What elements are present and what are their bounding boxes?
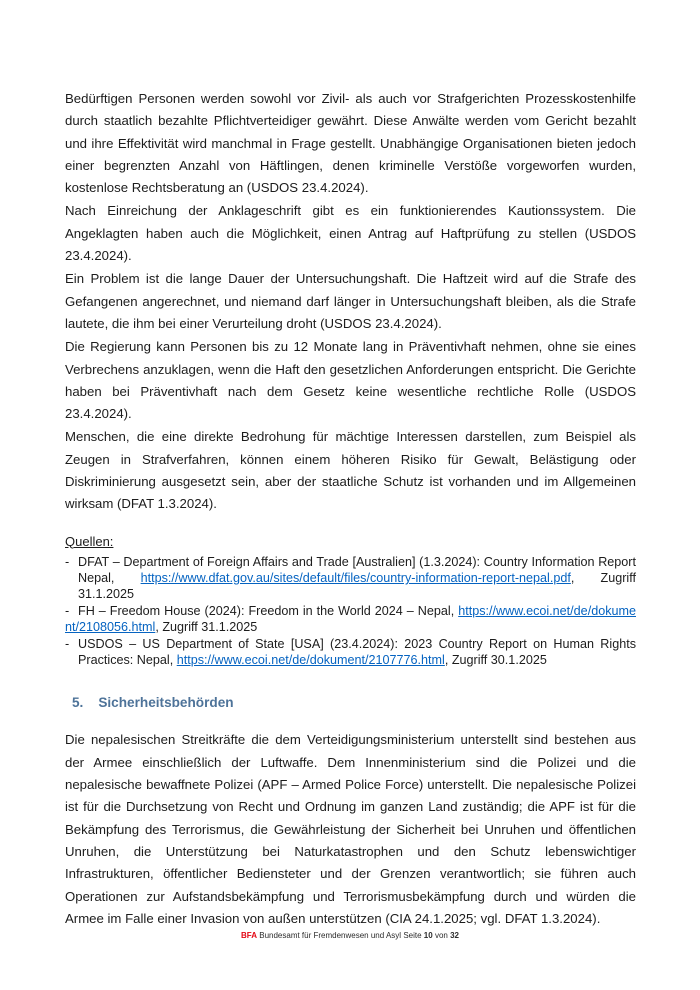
source-text: , Zugriff 31.1.2025 xyxy=(155,620,258,635)
paragraph-state-protection: Menschen, die eine direkte Bedrohung für mächtige Interessen darstellen, zum Beispiel als Zeugen in Strafverfahren, können einem höheren Risiko für Gewalt, Belästigung oder Diskriminierung ausgesetzt sein, aber der staatliche Schutz ist vorhanden und im Allgemeinen wirksam (DFAT 1.3.2024). xyxy=(65,429,636,512)
footer-page-number: 10 xyxy=(423,931,433,940)
sources-heading: Quellen: xyxy=(65,533,114,549)
source-text: , Zugriff 30.1.2025 xyxy=(444,653,547,668)
source-item-dfat xyxy=(65,554,636,603)
paragraph-legal-aid: Bedürftigen Personen werden sowohl vor Zivil- als auch vor Strafgerichten Prozesskostenhilfe durch staatlich bezahlte Pflichtverteidiger gewährt. Diese Anwälte werden vom Gericht bezahlt und ihre Effektivität wird manchmal in Frage gestellt. Unabhängige Organisationen bieten jedoch einer begrenzten Anzahl von Häftlingen, denen kriminelle Verstöße vorgeworfen wurden, kostenlose Rechtsberatung an (USDOS 23.4.2024). xyxy=(65,91,636,196)
source-item-usdos xyxy=(65,636,636,669)
footer-org-name: Bundesamt für Fremdenwesen und Asyl xyxy=(259,931,402,940)
source-item-fh xyxy=(65,603,636,636)
bullet-dash: - xyxy=(65,636,70,651)
bullet-dash: - xyxy=(65,603,70,618)
source-link-usdos[interactable]: https://www.ecoi.net/de/dokument/2107776.html xyxy=(176,653,445,668)
section-heading xyxy=(72,695,636,710)
source-link-dfat[interactable]: https://www.dfat.gov.au/sites/default/files/country-information-report-nepal.pdf xyxy=(140,571,571,586)
bullet-dash: - xyxy=(65,554,70,569)
sources-block xyxy=(65,517,636,669)
sources-list xyxy=(65,554,636,669)
source-text: DFAT – Department of Foreign Affairs and Trade [Australien] (1.3.2024): Country Information Report Nepal, xyxy=(78,554,636,586)
source-text: FH – Freedom House (2024): Freedom in the World 2024 – Nepal, xyxy=(78,603,459,618)
footer-brand-bfa: BFA xyxy=(241,931,257,940)
paragraph-pretrial-detention: Ein Problem ist die lange Dauer der Untersuchungshaft. Die Haftzeit wird auf die Strafe des Gefangenen angerechnet, und niemand darf länger in Untersuchungshaft bleiben, als die Strafe lautete, die ihm bei einer Verurteilung droht (USDOS 23.4.2024). xyxy=(65,271,636,331)
paragraph-preventive-detention: Die Regierung kann Personen bis zu 12 Monate lang in Präventivhaft nehmen, ohne sie eines Verbrechens anzuklagen, wenn die Haft den gesetzlichen Anforderungen entspricht. Die Gerichte haben bei Präventivhaft nach dem Gesetz keine wesentliche rechtliche Rolle (USDOS 23.4.2024). xyxy=(65,339,636,422)
footer-of-word: von xyxy=(434,931,448,940)
footer-page-word: Seite xyxy=(403,931,422,940)
paragraph-bail-system: Nach Einreichung der Anklageschrift gibt es ein funktionierendes Kautionssystem. Die Angeklagten haben auch die Möglichkeit, einen Antrag auf Haftprüfung zu stellen (USDOS 23.4.2024). xyxy=(65,203,636,264)
source-text: , Zugriff 31.1.2025 xyxy=(78,571,636,602)
source-text: USDOS – US Department of State [USA] (23.4.2024): 2023 Country Report on Human Rights Practices: Nepal, xyxy=(78,636,636,668)
section-title: Sicherheitsbehörden xyxy=(98,695,234,711)
footer-total-pages: 32 xyxy=(450,931,459,940)
page-content xyxy=(65,88,636,931)
section-number: 5. xyxy=(72,695,84,711)
paragraph-security-forces: Die nepalesischen Streitkräfte die dem Verteidigungsministerium unterstellt sind bestehen aus der Armee einschließlich der Luftwaffe. Dem Innenministerium sind die Polizei und die nepalesische bewaffnete Polizei (APF – Armed Police Force) unterstellt. Die nepalesische Polizei ist für die Durchsetzung von Recht und Ordnung im ganzen Land zuständig; die APF ist für die Bekämpfung des Terrorismus, die Gewährleistung der Sicherheit bei Unruhen und öffentlichen Unruhen, die Unterstützung bei Naturkatastrophen und den Schutz lebenswichtiger Infrastrukturen, öffentlicher Bediensteter und der Grenzen verantwortlich; sie führen auch Operationen zur Aufstandsbekämpfung und Terrorismusbekämpfung durch und würden die Armee im Falle einer Invasion von außen unterstützen (CIA 24.1.2025; vgl. DFAT 1.3.2024). xyxy=(65,732,636,926)
source-link-fh[interactable]: https://www.ecoi.net/de/dokument/2108056.html xyxy=(65,603,636,635)
page-footer xyxy=(0,931,700,940)
